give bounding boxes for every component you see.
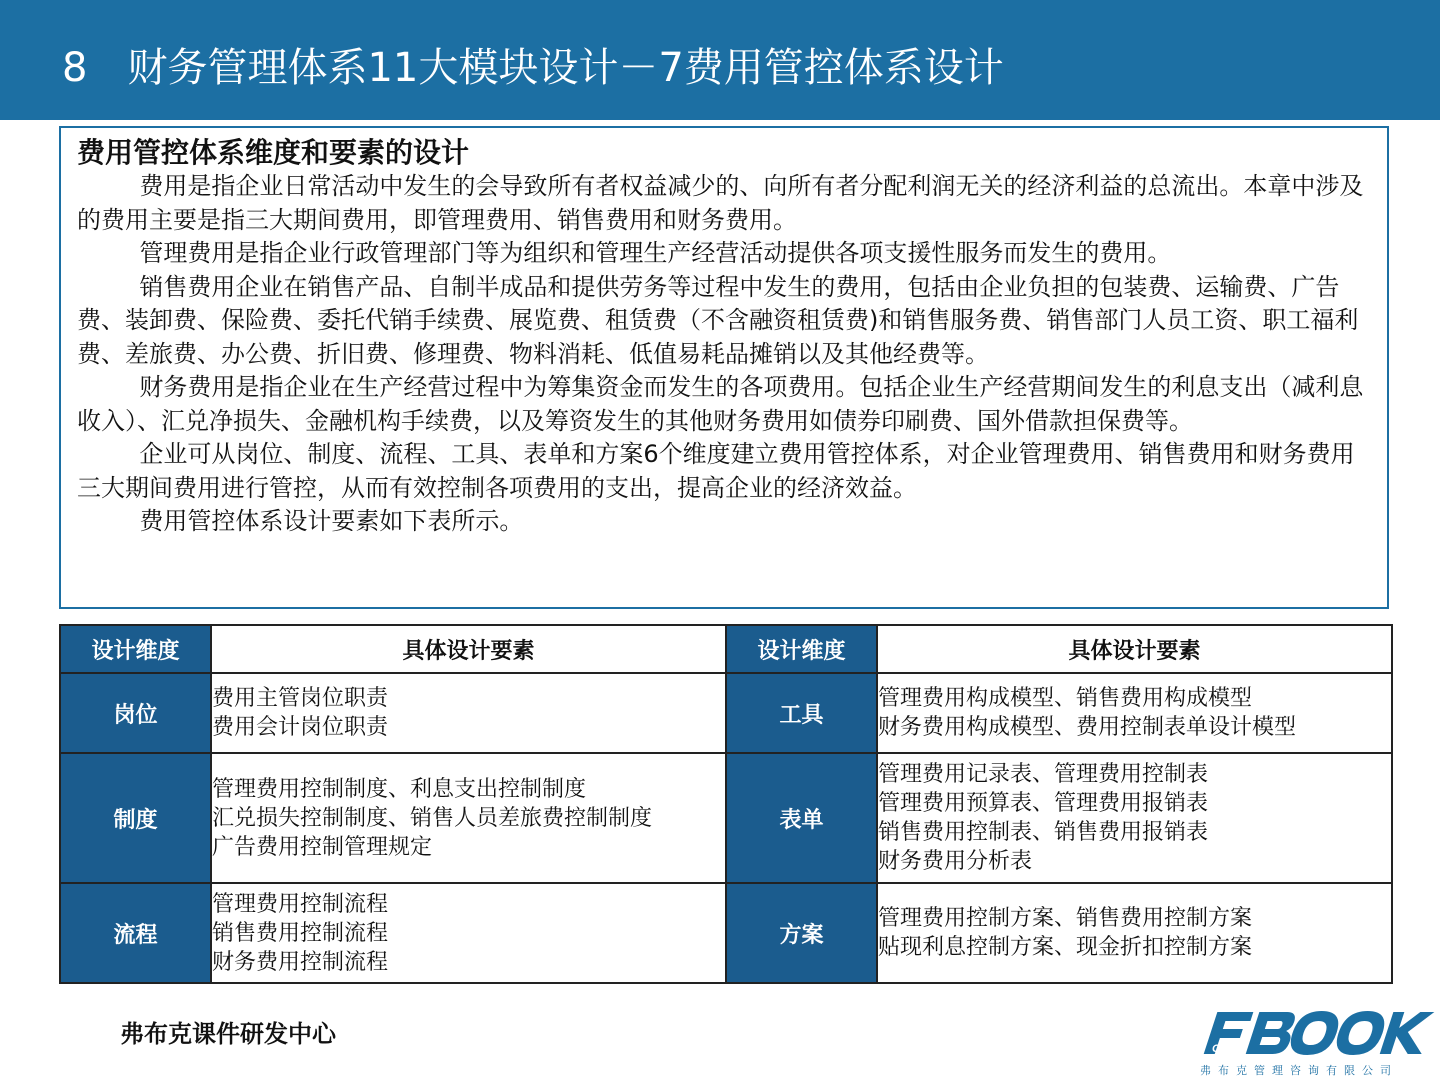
table-header-row (60, 625, 1392, 673)
element-item: 贴现利息控制方案、现金折扣控制方案 (878, 935, 1253, 960)
intro-box (59, 126, 1389, 609)
page-title: 8 财务管理体系11大模块设计－7费用管控体系设计 (62, 45, 1004, 91)
dimension-cell: 方案 (726, 883, 877, 983)
intro-paragraph: 费用管控体系设计要素如下表所示。 (139, 507, 524, 535)
header-dimension: 设计维度 (726, 625, 877, 673)
elements-cell (211, 753, 726, 883)
intro-paragraph: 财务费用是指企业在生产经营过程中为筹集资金而发生的各项费用。包括企业生产经营期间发生的利息支出（减利息收入）、汇兑净损失、金融机构手续费，以及筹资发生的其他财务费用如债券印刷费、国外借款担保费等。 (77, 373, 1364, 435)
header-elements: 具体设计要素 (877, 625, 1392, 673)
dimension-cell: 表单 (726, 753, 877, 883)
elements-cell (211, 673, 726, 753)
logo-subtitle: 弗布克管理咨询有限公司 (1200, 1064, 1398, 1077)
dimension-cell: 流程 (60, 883, 211, 983)
element-item: 费用会计岗位职责 (212, 715, 389, 740)
element-item: 管理费用构成模型、销售费用构成模型 (878, 686, 1253, 711)
element-item: 管理费用控制方案、销售费用控制方案 (878, 906, 1253, 931)
element-item: 财务费用控制流程 (212, 949, 389, 975)
header-dimension: 设计维度 (60, 625, 211, 673)
table-row (60, 673, 1392, 753)
elements-cell (877, 753, 1392, 883)
intro-paragraph: 费用是指企业日常活动中发生的会导致所有者权益减少的、向所有者分配利润无关的经济利益的总流出。本章中涉及的费用主要是指三大期间费用，即管理费用、销售费用和财务费用。 (77, 172, 1364, 234)
dimension-cell: 制度 (60, 753, 211, 883)
element-item: 汇兑损失控制制度、销售人员差旅费控制制度 (212, 805, 653, 831)
forbook-logo (1198, 1010, 1438, 1078)
element-item: 管理费用预算表、管理费用报销表 (878, 791, 1209, 816)
element-item: 财务费用构成模型、费用控制表单设计模型 (878, 715, 1297, 740)
svg-text:OR: OR (1212, 1043, 1229, 1055)
table-row (60, 753, 1392, 883)
header-elements: 具体设计要素 (211, 625, 726, 673)
element-item: 销售费用控制流程 (212, 920, 389, 946)
element-item: 财务费用分析表 (878, 849, 1033, 874)
element-item: 管理费用记录表、管理费用控制表 (878, 762, 1209, 787)
intro-paragraph: 企业可从岗位、制度、流程、工具、表单和方案6个维度建立费用管控体系，对企业管理费用、销售费用和财务费用三大期间费用进行管控，从而有效控制各项费用的支出，提高企业的经济效益。 (77, 440, 1355, 502)
element-item: 广告费用控制管理规定 (212, 834, 433, 860)
element-item: 管理费用控制制度、利息支出控制制度 (212, 776, 587, 802)
elements-cell (877, 673, 1392, 753)
intro-paragraph: 销售费用企业在销售产品、自制半成品和提供劳务等过程中发生的费用，包括由企业负担的包装费、运输费、广告费、装卸费、保险费、委托代销手续费、展览费、租赁费（不含融资租赁费)和销售服务费、销售部门人员工资、职工福利费、差旅费、办公费、折旧费、修理费、物料消耗、低值易耗品摊销以及其他经费等。 (77, 272, 1359, 368)
footer-org-name: 弗布克课件研发中心 (120, 1020, 336, 1048)
elements-cell (211, 883, 726, 983)
title-bar (0, 0, 1440, 120)
dimension-cell: 工具 (726, 673, 877, 753)
elements-cell (877, 883, 1392, 983)
design-elements-table (59, 624, 1393, 984)
dimension-cell: 岗位 (60, 673, 211, 753)
element-item: 销售费用控制表、销售费用报销表 (878, 820, 1209, 845)
table-row (60, 883, 1392, 983)
element-item: 费用主管岗位职责 (212, 686, 389, 711)
element-item: 管理费用控制流程 (212, 891, 389, 917)
intro-heading: 费用管控体系维度和要素的设计 (77, 136, 470, 169)
intro-paragraph: 管理费用是指企业行政管理部门等为组织和管理生产经营活动提供各项支援性服务而发生的费用。 (139, 239, 1172, 267)
